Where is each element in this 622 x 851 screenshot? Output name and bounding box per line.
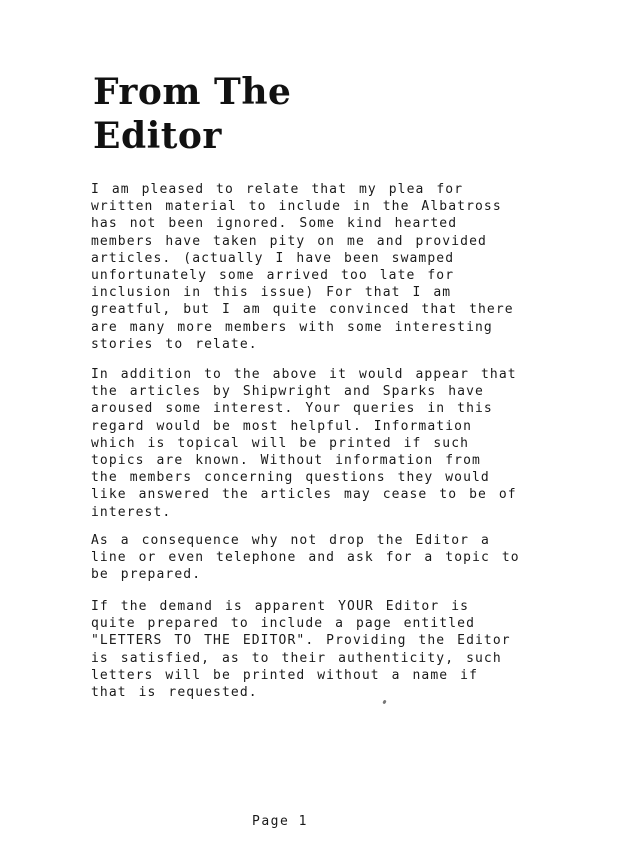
text-line: like answered the articles may cease to be of [91,487,517,503]
text-line: that is requested. [91,685,258,701]
text-line: regard would be most helpful. Information [91,418,472,434]
text-line: members have taken pity on me and provided [91,233,487,249]
text-line: If the demand is apparent YOUR Editor is [91,599,470,614]
text-line: has not been ignored. Some kind hearted [91,216,458,232]
paragraph-letters-to-editor [91,598,541,701]
text-line: greatful, but I am quite convinced that there [91,302,514,318]
scan-speck [382,700,387,705]
text-line: articles. (actually I have been swamped [91,250,455,266]
text-line: interest. [91,504,172,520]
paragraph-drop-a-line [91,532,541,584]
page-title-line-1: From The [93,71,292,113]
text-line: be prepared. [91,567,202,583]
text-line: inclusion in this issue) For that I am [91,285,452,301]
text-line: aroused some interest. Your queries in this [91,401,493,417]
text-line: quite prepared to include a page entitled [91,616,475,632]
text-line: the articles by Shipwright and Sparks have [91,384,484,400]
text-line: stories to relate. [91,336,258,352]
text-line: the members concerning questions they would [91,470,490,486]
text-line: written material to include in the Albatross [91,199,502,215]
text-line: which is topical will be printed if such [91,435,470,451]
text-line: unfortunately some arrived too late for [91,268,455,284]
text-line: is satisfied, as to their authenticity, such [91,650,502,666]
page-number: Page 1 [252,814,308,829]
text-line: As a consequence why not drop the Editor a [91,533,490,548]
paragraph-articles-interest [91,366,541,521]
text-line: letters will be printed without a name if [91,667,478,683]
page-title-line-2: Editor [93,115,222,157]
text-line: are many more members with some interesting [91,319,493,335]
text-line: line or even telephone and ask for a topic to [91,550,520,566]
text-line: I am pleased to relate that my plea for [91,182,464,197]
text-line: topics are known. Without information from [91,453,481,469]
text-line: In addition to the above it would appear that [91,367,517,382]
text-line: "LETTERS TO THE EDITOR". Providing the Editor [91,633,511,649]
paragraph-plea-for-material [91,181,541,353]
page-title [93,70,553,158]
